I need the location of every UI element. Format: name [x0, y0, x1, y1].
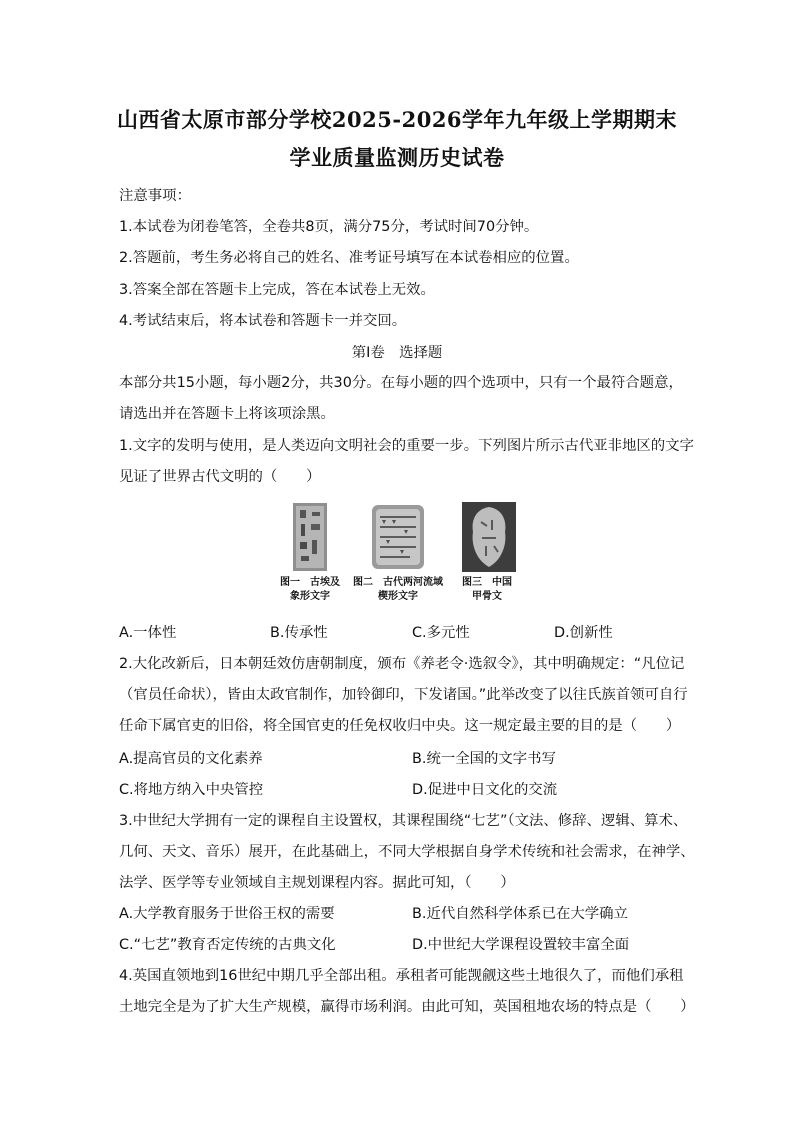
q3-stem-line3: 法学、医学等专业领域自主规划课程内容。据此可知，（ ）	[119, 875, 515, 891]
exam-title-line2: 学业质量监测历史试卷	[289, 145, 505, 170]
oracle-bone-image	[462, 502, 516, 572]
q3-stem-line2: 几何、天文、音乐）展开，在此基础上，不同大学根据自身学术传统和社会需求，在神学、	[119, 844, 695, 860]
section-intro-line1: 本部分共15小题，每小题2分，共30分。在每小题的四个选项中，只有一个最符合题意，	[119, 375, 683, 391]
figure1-caption-line2: 象形文字	[290, 591, 330, 602]
notice-item-2: 2.答题前，考生务必将自己的姓名、准考证号填写在本试卷相应的位置。	[119, 250, 579, 266]
figure1-caption-line1: 图一 古埃及	[280, 577, 340, 588]
q2-option-c: C.将地方纳入中央管控	[119, 782, 264, 798]
q2-option-d: D.促进中日文化的交流	[412, 782, 558, 798]
q3-option-b: B.近代自然科学体系已在大学确立	[412, 906, 628, 922]
q2-stem-line3: 任命下属官吏的旧俗，将全国官吏的任免权收归中央。这一规定最主要的目的是（ ）	[119, 718, 681, 734]
q1-stem-line1: 1.文字的发明与使用，是人类迈向文明社会的重要一步。下列图片所示古代亚非地区的文字	[119, 438, 694, 454]
figure3-caption-line1: 图三 中国	[462, 577, 512, 588]
figure2-caption	[352, 576, 444, 604]
q3-option-d: D.中世纪大学课程设置较丰富全面	[412, 937, 630, 953]
q1-option-c: C.多元性	[412, 625, 470, 641]
q1-stem-line2: 见证了世界古代文明的（ ）	[119, 469, 321, 485]
notice-item-4: 4.考试结束后，将本试卷和答题卡一并交回。	[119, 313, 407, 329]
q2-option-b: B.统一全国的文字书写	[412, 751, 556, 767]
q1-option-d: D.创新性	[554, 625, 613, 641]
q2-option-a: A.提高官员的文化素养	[119, 751, 263, 767]
cuneiform-tablet-image	[370, 502, 426, 572]
figure2-caption-line1: 图二 古代两河流域	[353, 577, 443, 588]
egyptian-hieroglyph-image	[292, 502, 328, 572]
notice-heading: 注意事项：	[119, 188, 191, 204]
q3-option-a: A.大学教育服务于世俗王权的需要	[119, 906, 335, 922]
exam-title-line1: 山西省太原市部分学校2025-2026学年九年级上学期期末	[116, 107, 678, 132]
q3-option-c: C.“七艺”教育否定传统的古典文化	[119, 937, 336, 953]
q4-stem-line1: 4.英国直领地到16世纪中期几乎全部出租。承租者可能觊觎这些土地很久了，而他们承租	[119, 968, 684, 984]
figure3-caption	[450, 576, 524, 604]
notice-item-1: 1.本试卷为闭卷笔答，全卷共8页，满分75分，考试时间70分钟。	[119, 219, 539, 235]
q2-stem-line1: 2.大化改新后，日本朝廷效仿唐朝制度，颁布《养老令·选叙令》，其中明确规定：“凡位记	[119, 656, 685, 672]
q2-stem-line2: （官员任命状），皆由太政官制作，加铃御印，下发诸国。”此举改变了以往氏族首领可自行	[119, 687, 688, 703]
notice-item-3: 3.答案全部在答题卡上完成，答在本试卷上无效。	[119, 282, 435, 298]
figure1-caption	[274, 576, 346, 604]
q4-stem-line2: 土地完全是为了扩大生产规模，赢得市场利润。由此可知，英国租地农场的特点是（ ）	[119, 999, 695, 1015]
q3-stem-line1: 3.中世纪大学拥有一定的课程自主设置权，其课程围绕“七艺”（文法、修辞、逻辑、算术、	[119, 813, 688, 829]
q1-option-a: A.一体性	[119, 625, 177, 641]
q1-figure-row	[274, 502, 524, 612]
q1-option-b: B.传承性	[270, 625, 328, 641]
section-intro-line2: 请选出并在答题卡上将该项涂黑。	[119, 406, 335, 422]
figure3-caption-line2: 甲骨文	[472, 591, 502, 602]
figure2-caption-line2: 楔形文字	[378, 591, 418, 602]
section-title: 第Ⅰ卷 选择题	[351, 345, 443, 361]
